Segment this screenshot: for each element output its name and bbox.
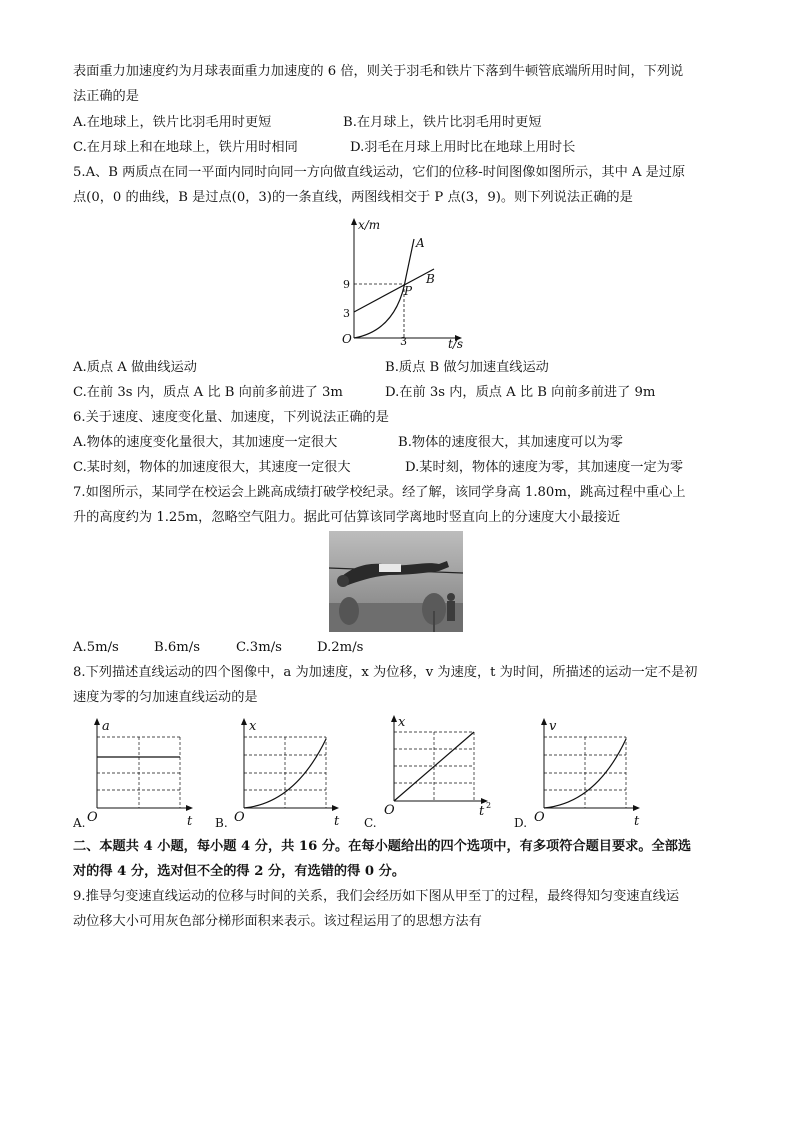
- q5-tick-x-3: 3: [400, 335, 407, 348]
- intro-line-2: 法正确的是: [73, 89, 139, 104]
- q5-label-b: B: [426, 272, 435, 286]
- q8-graph-b-letter: B.: [215, 816, 228, 830]
- q4-option-a: A.在地球上，铁片比羽毛用时更短: [73, 115, 272, 130]
- q5-line-b: [354, 269, 434, 312]
- q5-x-axis-label: t/s: [448, 337, 464, 351]
- q8-graph-d-letter: D.: [514, 816, 528, 830]
- q5-label-p: P: [404, 284, 413, 298]
- q8-graph-c: [362, 712, 497, 833]
- q6-option-b: B.物体的速度很大，其加速度可以为零: [398, 435, 623, 450]
- q8-graph-a-letter: A.: [73, 816, 86, 830]
- q6-option-d: D.某时刻，物体的速度为零，其加速度一定为零: [405, 460, 684, 475]
- q8-graph-b-x-label: t: [334, 814, 340, 829]
- q9-stem-line-2: 动位移大小可用灰色部分梯形面积来表示。该过程运用了的思想方法有: [73, 914, 482, 929]
- q8-graph-c-x-superscript: 2: [486, 801, 492, 810]
- q5-stem-line-2: 点(0，0 的曲线，B 是过点(0，3)的一条直线，两图线相交于 P 点(3，9)。则下列说法正确的是: [73, 190, 633, 205]
- q5-origin: O: [342, 332, 352, 346]
- q8-graph-d-origin: O: [534, 810, 545, 825]
- section-2-heading-line-1: 二、本题共 4 小题，每小题 4 分，共 16 分。在每小题给出的四个选项中，有多项符合题目要求。全部选: [73, 839, 692, 854]
- q6-option-a: A.物体的速度变化量很大，其加速度一定很大: [73, 435, 338, 450]
- q5-option-c: C.在前 3s 内，质点 A 比 B 向前多前进了 3m: [73, 385, 343, 400]
- q4-option-d: D.羽毛在月球上用时比在地球上用时长: [350, 140, 576, 155]
- q8-graph-a-y-label: a: [102, 719, 110, 734]
- q5-option-d: D.在前 3s 内，质点 A 比 B 向前多前进了 9m: [385, 385, 656, 400]
- q7-stem-line-1: 7.如图所示，某同学在校运会上跳高成绩打破学校纪录。经了解，该同学身高 1.80m，跳高过程中重心上: [73, 485, 686, 500]
- q7-option-d: D.2m/s: [317, 640, 364, 655]
- q8-graph-a-origin: O: [87, 810, 98, 825]
- q7-option-a: A.5m/s: [73, 640, 119, 655]
- q8-graph-c-origin: O: [384, 803, 395, 818]
- q5-label-a: A: [416, 236, 425, 250]
- q5-option-a: A.质点 A 做曲线运动: [73, 360, 197, 375]
- section-2-heading-line-2: 对的得 4 分，选对但不全的得 2 分，有选错的得 0 分。: [73, 864, 406, 879]
- q5-y-axis-label: x/m: [358, 218, 381, 232]
- q4-option-b: B.在月球上，铁片比羽毛用时更短: [343, 115, 542, 130]
- q5-xt-graph: [330, 213, 470, 351]
- intro-line-1: 表面重力加速度约为月球表面重力加速度的 6 倍，则关于羽毛和铁片下落到牛顿管底端所用时间，下列说: [73, 64, 684, 79]
- q8-stem-line-1: 8.下列描述直线运动的四个图像中，a 为加速度，x 为位移，v 为速度，t 为时间，所描述的运动一定不是初: [73, 665, 698, 680]
- q7-stem-line-2: 升的高度约为 1.25m，忽略空气阻力。据此可估算该同学离地时竖直向上的分速度大小最接近: [73, 510, 621, 525]
- q8-graph-a: [73, 715, 198, 833]
- q5-stem-line-1: 5.A、B 两质点在同一平面内同时向同一方向做直线运动，它们的位移-时间图像如图所示，其中 A 是过原: [73, 165, 686, 180]
- q8-graph-c-x-label: t: [479, 804, 485, 819]
- q8-graph-c-y-label: x: [398, 715, 406, 730]
- q4-option-c: C.在月球上和在地球上，铁片用时相同: [73, 140, 298, 155]
- high-jump-photo: [329, 531, 463, 632]
- q5-tick-y-3: 3: [343, 307, 350, 320]
- q6-stem: 6.关于速度、速度变化量、加速度，下列说法正确的是: [73, 410, 389, 425]
- q8-graph-d-x-label: t: [634, 814, 640, 829]
- q8-graph-c-letter: C.: [364, 816, 377, 830]
- q8-graph-a-x-label: t: [187, 814, 193, 829]
- q8-graph-b-origin: O: [234, 810, 245, 825]
- q7-option-b: B.6m/s: [154, 640, 200, 655]
- q8-graph-d-y-label: v: [549, 719, 557, 734]
- q9-stem-line-1: 9.推导匀变速直线运动的位移与时间的关系，我们会经历如下图从甲至丁的过程，最终得知匀变速直线运: [73, 889, 680, 904]
- q8-graph-d: [514, 715, 646, 833]
- q5-tick-y-9: 9: [343, 278, 350, 291]
- q6-option-c: C.某时刻，物体的加速度很大，其速度一定很大: [73, 460, 351, 475]
- q5-option-b: B.质点 B 做匀加速直线运动: [385, 360, 549, 375]
- q7-option-c: C.3m/s: [236, 640, 282, 655]
- q8-stem-line-2: 速度为零的匀加速直线运动的是: [73, 690, 258, 705]
- q8-graph-b-y-label: x: [249, 719, 257, 734]
- q8-graph-b: [215, 715, 345, 833]
